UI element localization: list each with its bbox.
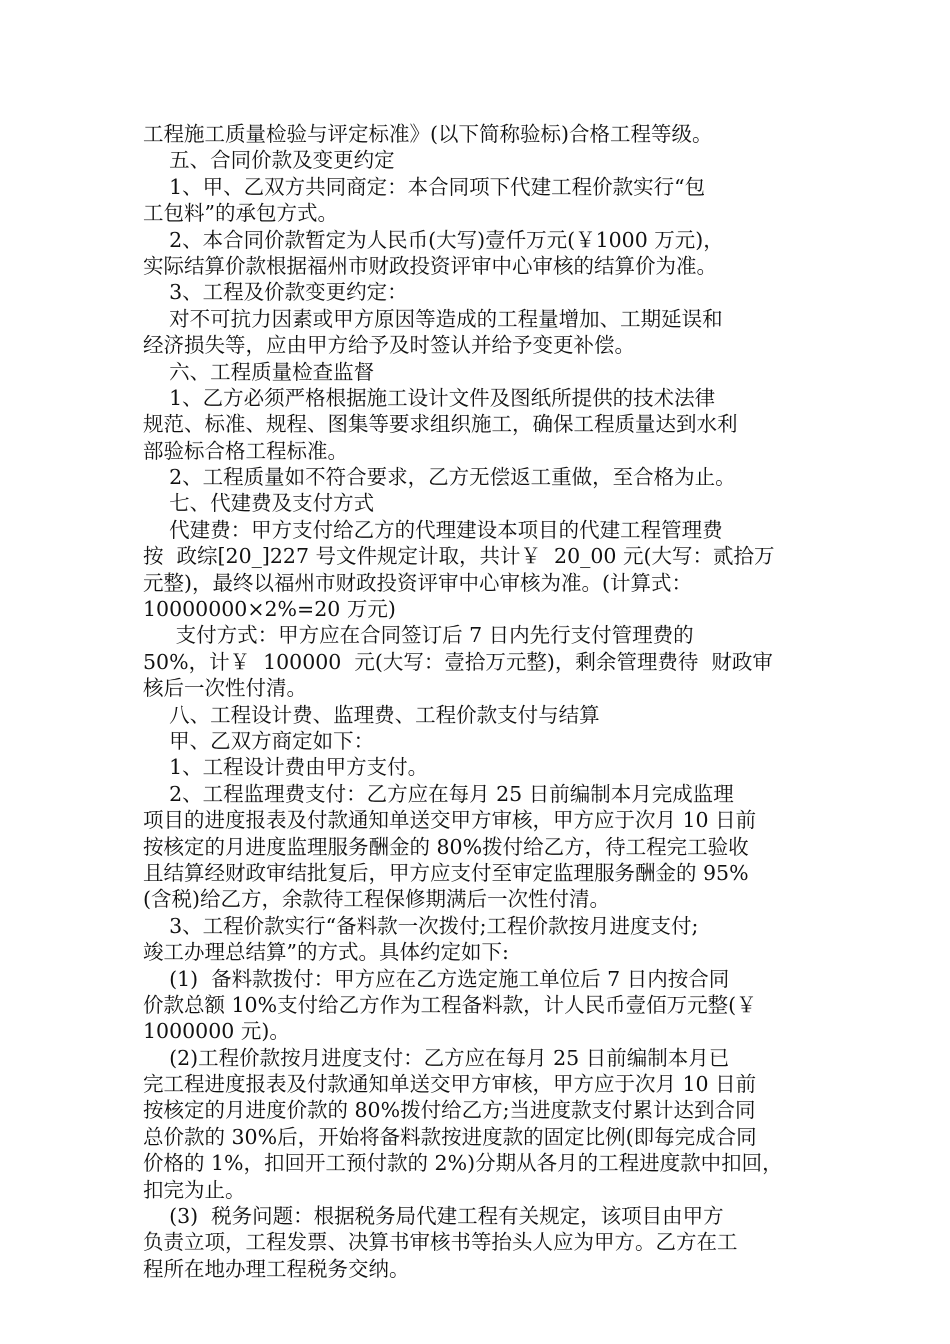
document-line: (1) 备料款拨付：甲方应在乙方选定施工单位后 7 日内按合同 [143,966,730,991]
document-line: 项目的进度报表及付款通知单送交甲方审核，甲方应于次月 10 日前 [143,808,757,833]
document-line: 工包料”的承包方式。 [143,201,338,226]
document-line: 部验标合格工程标准。 [143,438,348,463]
document-page [143,121,815,1282]
document-line: 1、甲、乙双方共同商定：本合同项下代建工程价款实行“包 [143,174,706,199]
document-line: 八、工程设计费、监理费、工程价款支付与结算 [143,702,600,727]
document-line: 完工程进度报表及付款通知单送交甲方审核，甲方应于次月 10 日前 [143,1072,757,1097]
document-line: 程所在地办理工程税务交纳。 [143,1256,410,1281]
document-line: 1000000 元)。 [143,1019,290,1044]
document-line: 代建费：甲方支付给乙方的代理建设本项目的代建工程管理费 [143,517,723,542]
document-line: 按 政综[20_]227 号文件规定计取，共计￥ 20_00 元(大写：贰拾万 [143,544,775,569]
document-line: 经济损失等，应由甲方给予及时签认并给予变更补偿。 [143,333,635,358]
document-line: 总价款的 30%后，开始将备料款按进度款的固定比例(即每完成合同 [143,1124,757,1149]
document-line: 1、乙方必须严格根据施工设计文件及图纸所提供的技术法律 [143,385,716,410]
document-line: 支付方式：甲方应在合同签订后 7 日内先行支付管理费的 [143,623,694,648]
document-line: 元整)，最终以福州市财政投资评审中心审核为准。(计算式： [143,570,692,595]
document-line: 且结算经财政审结批复后，甲方应支付至审定监理服务酬金的 95% [143,860,749,885]
document-line: (3) 税务问题：根据税务局代建工程有关规定，该项目由甲方 [143,1204,724,1229]
document-line: 价款总额 10%支付给乙方作为工程备料款，计人民币壹佰万元整(￥ [143,992,757,1017]
document-line: (2)工程价款按月进度支付：乙方应在每月 25 日前编制本月已 [143,1045,730,1070]
document-line: 按核定的月进度监理服务酬金的 80%拨付给乙方，待工程完工验收 [143,834,749,859]
document-line: 规范、标准、规程、图集等要求组织施工，确保工程质量达到水利 [143,412,738,437]
document-line: 扣完为止。 [143,1177,246,1202]
document-line: 10000000×2%=20 万元) [143,597,396,622]
document-line: 竣工办理总结算”的方式。具体约定如下: [143,940,509,965]
document-line: 五、合同价款及变更约定 [143,148,395,173]
document-line: 负责立项，工程发票、决算书审核书等抬头人应为甲方。乙方在工 [143,1230,738,1255]
document-line: 六、工程质量检查监督 [143,359,375,384]
document-line: 1、工程设计费由甲方支付。 [143,755,429,780]
document-line: 2、本合同价款暂定为人民币(大写)壹仟万元(￥1000 万元)， [143,227,724,252]
document-line: 2、工程监理费支付：乙方应在每月 25 日前编制本月完成监理 [143,781,734,806]
document-line: 七、代建费及支付方式 [143,491,375,516]
document-line: 2、工程质量如不符合要求，乙方无偿返工重做，至合格为止。 [143,465,736,490]
document-line: 甲、乙双方商定如下： [143,728,375,753]
document-line: 工程施工质量检验与评定标准》(以下简称验标)合格工程等级。 [143,122,713,146]
document-line: 3、工程及价款变更约定： [143,280,408,305]
document-line: 对不可抗力因素或甲方原因等造成的工程量增加、工期延误和 [143,306,723,331]
document-line: 50%，计￥ 100000 元(大写：壹拾万元整)，剩余管理费待 财政审 [143,649,773,674]
document-line: (含税)给乙方，余款待工程保修期满后一次性付清。 [143,887,610,912]
document-line: 3、工程价款实行“备料款一次拨付;工程价款按月进度支付; [143,913,699,938]
document-line: 核后一次性付清。 [143,676,307,701]
document-line: 实际结算价款根据福州市财政投资评审中心审核的结算价为准。 [143,253,717,278]
document-line: 按核定的月进度价款的 80%拨付给乙方;当进度款支付累计达到合同 [143,1098,756,1123]
document-line: 价格的 1%，扣回开工预付款的 2%)分期从各月的工程进度款中扣回， [143,1151,783,1176]
